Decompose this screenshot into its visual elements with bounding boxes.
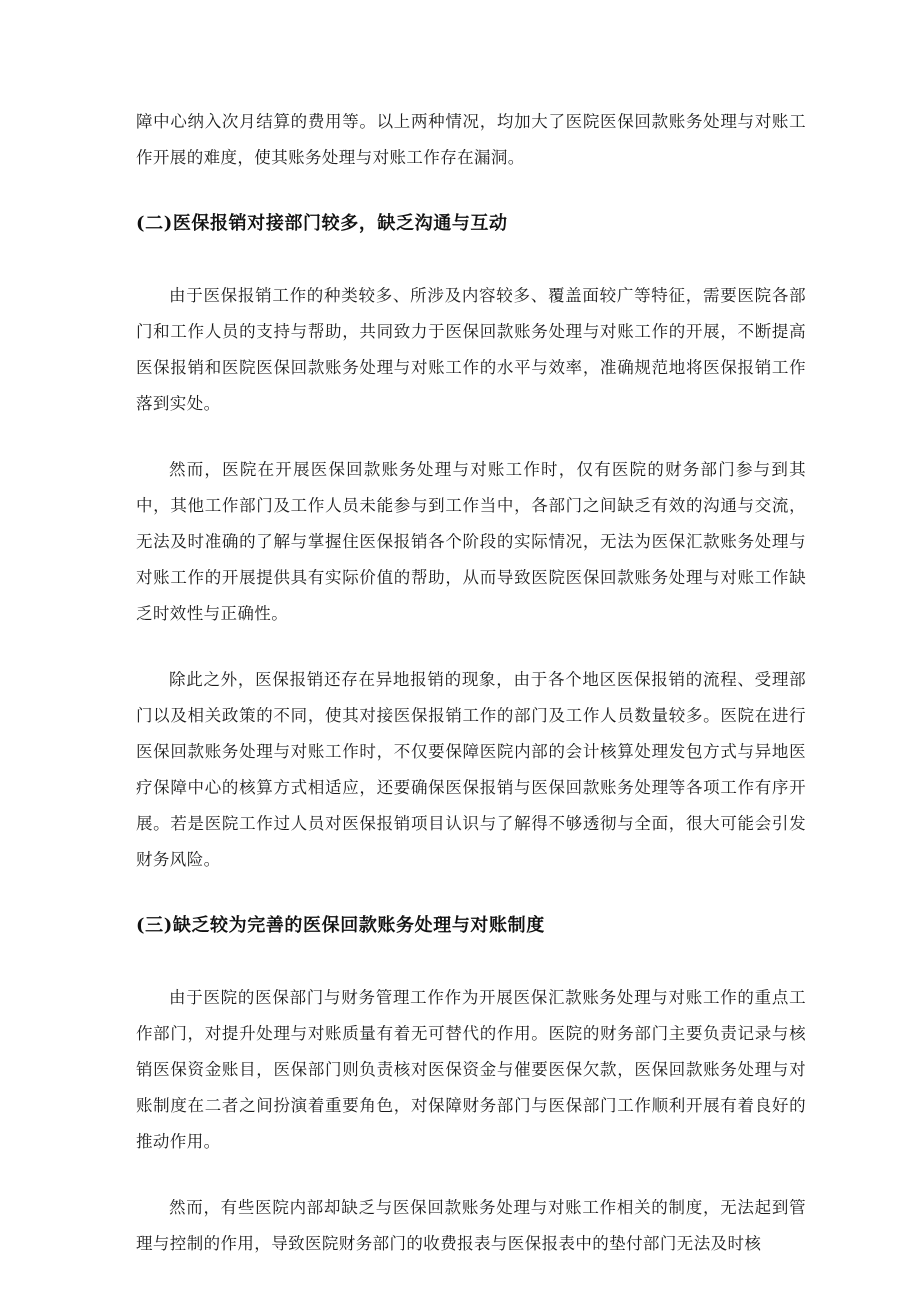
- body-paragraph: 障中心纳入次月结算的费用等。以上两种情况，均加大了医院医保回款账务处理与对账工作开展的难度，使其账务处理与对账工作存在漏洞。: [136, 112, 806, 167]
- body-paragraph: 由于医保报销工作的种类较多、所涉及内容较多、覆盖面较广等特征，需要医院各部门和工作人员的支持与帮助，共同致力于医保回款账务处理与对账工作的开展，不断提高医保报销和医院医保回款账务处理与对账工作的水平与效率，准确规范地将医保报销工作落到实处。: [136, 286, 806, 413]
- body-paragraph: 然而，医院在开展医保回款账务处理与对账工作时，仅有医院的财务部门参与到其中，其他工作部门及工作人员未能参与到工作当中，各部门之间缺乏有效的沟通与交流，无法及时准确的了解与掌握住医保报销各个阶段的实际情况，无法为医保汇款账务处理与对账工作的开展提供具有实际价值的帮助，从而导致医院医保回款账务处理与对账工作缺乏时效性与正确性。: [136, 460, 806, 623]
- section-heading: (二)医保报销对接部门较多，缺乏沟通与互动: [136, 213, 508, 234]
- section-heading: (三)缺乏较为完善的医保回款账务处理与对账制度: [136, 915, 545, 936]
- body-paragraph: 除此之外，医保报销还存在异地报销的现象，由于各个地区医保报销的流程、受理部门以及相关政策的不同，使其对接医保报销工作的部门及工作人员数量较多。医院在进行医保回款账务处理与对账工作时，不仅要保障医院内部的会计核算处理发包方式与异地医疗保障中心的核算方式相适应，还要确保医保报销与医保回款账务处理等各项工作有序开展。若是医院工作过人员对医保报销项目认识与了解得不够透彻与全面，很大可能会引发财务风险。: [136, 670, 806, 869]
- body-paragraph: 由于医院的医保部门与财务管理工作作为开展医保汇款账务处理与对账工作的重点工作部门，对提升处理与对账质量有着无可替代的作用。医院的财务部门主要负责记录与核销医保资金账目，医保部门则负责核对医保资金与催要医保欠款，医保回款账务处理与对账制度在二者之间扮演着重要角色，对保障财务部门与医保部门工作顺利开展有着良好的推动作用。: [136, 988, 806, 1151]
- body-paragraph: 然而，有些医院内部却缺乏与医保回款账务处理与对账工作相关的制度，无法起到管理与控制的作用，导致医院财务部门的收费报表与医保报表中的垫付部门无法及时核: [136, 1198, 806, 1253]
